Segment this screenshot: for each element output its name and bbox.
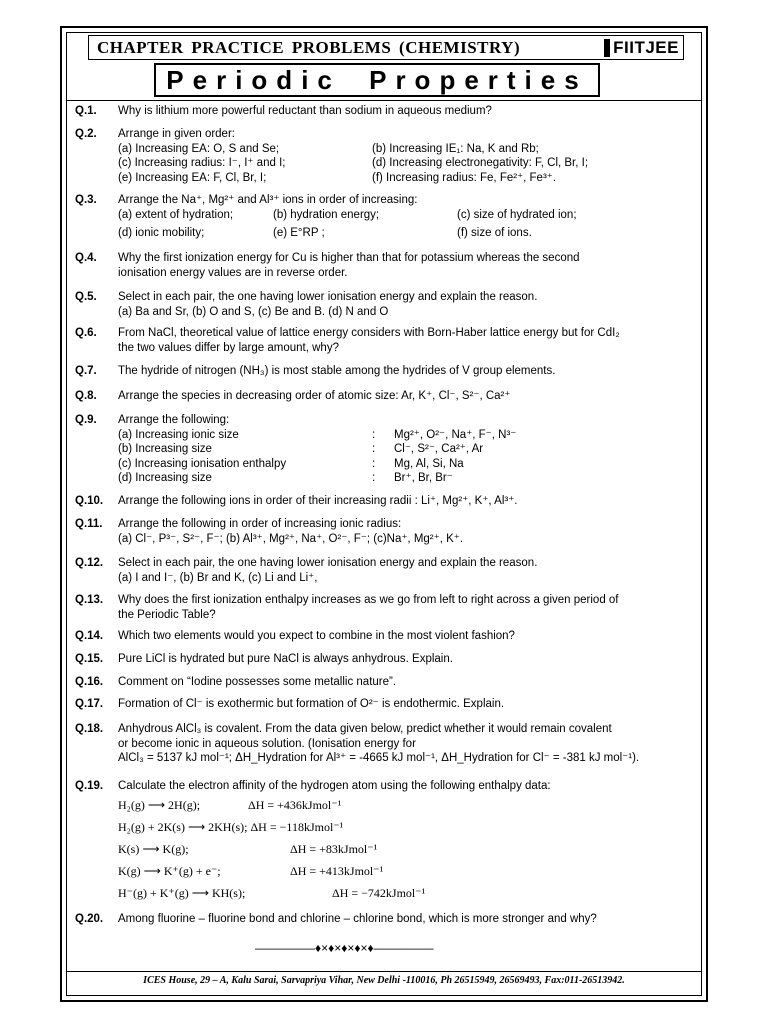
question-number: Q.10. (75, 495, 104, 507)
equation-row (118, 794, 688, 816)
equation-row (118, 860, 688, 882)
question-text-line2: (a) I and I⁻, (b) Br and K, (c) Li and Li⁺, (118, 571, 318, 584)
question-text: Among fluorine – fluorine bond and chlorine – chlorine bond, which is more stronger and why? (118, 913, 597, 925)
title-box (154, 63, 600, 97)
question-text: Why is lithium more powerful reductant than sodium in aqueous medium? (118, 105, 492, 117)
question-text: Formation of Cl⁻ is exothermic but formation of O²⁻ is endothermic. Explain. (118, 698, 505, 710)
logo-text: FIITJEE (613, 37, 679, 57)
option-e: (e) E°RP ; (273, 227, 325, 239)
question-number: Q.20. (75, 913, 104, 925)
equation-lhs: H₂(g) ⟶ 2H(g); (118, 797, 201, 812)
footer-divider (66, 971, 702, 972)
equation-lhs: K(g) ⟶ K⁺(g) + e⁻; (118, 863, 221, 878)
question-text-line3: AlCl₃ = 5137 kJ mol⁻¹; ΔH_Hydration for Al³⁺ = -4665 kJ mol⁻¹, ΔH_Hydration for Cl⁻ = -381 kJ mol⁻¹). (118, 752, 640, 764)
option-d: (d) Increasing electronegativity: F, Cl, Br, I; (372, 157, 589, 169)
fiitjee-logo (604, 36, 683, 59)
equation-row (118, 838, 688, 860)
option-f: (f) size of ions. (457, 227, 532, 239)
question-text: Arrange the species in decreasing order of atomic size: Ar, K⁺, Cl⁻, S²⁻, Ca²⁺ (118, 390, 511, 402)
question-number: Q.2. (75, 128, 97, 140)
question-number: Q.4. (75, 252, 97, 264)
option-d: (d) ionic mobility; (118, 227, 205, 239)
question-text-line2: (a) Cl⁻, P³⁻, S²⁻, F⁻; (b) Al³⁺, Mg²⁺, Na⁺, O²⁻, F⁻; (c)Na⁺, Mg²⁺, K⁺. (118, 532, 464, 545)
equation-rhs: ΔH = +436kJmol⁻¹ (248, 797, 342, 812)
equation-rhs: ΔH = +83kJmol⁻¹ (290, 841, 378, 856)
option-c: (c) Increasing radius: I⁻, I⁺ and I; (118, 157, 286, 169)
question-text-line1: From NaCl, theoretical value of lattice energy considers with Born-Haber lattice energy but for CdI₂ (118, 327, 620, 339)
option-b: (b) hydration energy; (273, 208, 380, 221)
question-text: Arrange in given order: (118, 128, 235, 140)
question-number: Q.1. (75, 105, 97, 117)
question-text: Calculate the electron affinity of the hydrogen atom using the following enthalpy data: (118, 780, 551, 792)
option-f: (f) Increasing radius: Fe, Fe²⁺, Fe³⁺. (372, 171, 557, 184)
question-number: Q.8. (75, 390, 97, 402)
equation-rhs: ΔH = −742kJmol⁻¹ (332, 885, 426, 900)
equation-row (118, 882, 688, 904)
list-item: (b) Increasing size : Cl⁻, S²⁻, Ca²⁺, Ar (118, 443, 484, 455)
question-number: Q.7. (75, 365, 97, 377)
chapter-header (88, 35, 684, 60)
question-number: Q.13. (75, 594, 104, 606)
equation-row (118, 816, 688, 838)
equation-lhs: H⁻(g) + K⁺(g) ⟶ KH(s); (118, 885, 246, 900)
footer-address: ICES House, 29 – A, Kalu Sarai, Sarvapriya Vihar, New Delhi -110016, Ph 26515949, 26569493, Fax:011-26513942. (143, 975, 625, 986)
question-number: Q.6. (75, 327, 97, 339)
question-number: Q.3. (75, 194, 97, 206)
question-number: Q.5. (75, 291, 97, 303)
question-text-line2: the Periodic Table? (118, 608, 216, 621)
equation-rhs: ΔH = +413kJmol⁻¹ (290, 863, 384, 878)
question-text: Which two elements would you expect to combine in the most violent fashion? (118, 630, 515, 642)
page-title: Periodic Properties (166, 64, 588, 95)
end-ornament: —————♦×♦×♦×♦×♦————— (255, 941, 434, 955)
question-text-line1: Select in each pair, the one having lower ionisation energy and explain the reason. (118, 557, 538, 569)
question-number: Q.18. (75, 723, 104, 735)
question-text: Pure LiCl is hydrated but pure NaCl is always anhydrous. Explain. (118, 653, 453, 665)
question-number: Q.17. (75, 698, 104, 710)
equation-lhs: H₂(g) + 2K(s) ⟶ 2KH(s); ΔH = −118kJmol⁻¹ (118, 819, 344, 834)
question-number: Q.12. (75, 557, 104, 569)
question-number: Q.16. (75, 676, 104, 688)
question-number: Q.11. (75, 518, 103, 530)
question-text-line1: Arrange the following in order of increasing ionic radius: (118, 518, 402, 530)
question-text-line1: Anhydrous AlCl₃ is covalent. From the data given below, predict whether it would remain covalent (118, 723, 612, 735)
chapter-banner: CHAPTER PRACTICE PROBLEMS (CHEMISTRY) (97, 37, 521, 57)
question-text: The hydride of nitrogen (NH₃) is most stable among the hydrides of V group elements. (118, 365, 556, 377)
option-a: (a) extent of hydration; (118, 208, 234, 221)
question-number: Q.9. (75, 414, 97, 426)
question-text: Comment on “Iodine possesses some metallic nature”. (118, 676, 397, 688)
question-number: Q.14. (75, 630, 104, 642)
logo-bar-icon (604, 39, 610, 57)
question-text-line2: or become ionic in aqueous solution. (Ionisation energy for (118, 737, 416, 750)
list-item: (a) Increasing ionic size : Mg²⁺, O²⁻, Na⁺, F⁻, N³⁻ (118, 428, 517, 441)
option-c: (c) size of hydrated ion; (457, 208, 577, 221)
question-text-line2: (a) Ba and Sr, (b) O and S, (c) Be and B. (d) N and O (118, 305, 389, 318)
question-text-line2: the two values differ by large amount, why? (118, 341, 339, 354)
equation-lhs: K(s) ⟶ K(g); (118, 841, 189, 856)
list-item: (c) Increasing ionisation enthalpy : Mg, Al, Si, Na (118, 457, 464, 470)
option-a: (a) Increasing EA: O, S and Se; (118, 142, 280, 155)
question-text-line1: Select in each pair, the one having lower ionisation energy and explain the reason. (118, 291, 538, 303)
option-b: (b) Increasing IE₁: Na, K and Rb; (372, 142, 539, 155)
question-number: Q.19. (75, 780, 104, 792)
question-text: Arrange the Na⁺, Mg²⁺ and Al³⁺ ions in order of increasing: (118, 194, 418, 206)
question-text-line1: Why does the first ionization enthalpy increases as we go from left to right across a given period of (118, 594, 619, 606)
list-item: (d) Increasing size : Br⁺, Br, Br⁻ (118, 472, 453, 484)
question-text: Arrange the following: (118, 414, 230, 426)
title-divider (66, 100, 702, 101)
question-text: Arrange the following ions in order of their increasing radii : Li⁺, Mg²⁺, K⁺, Al³⁺. (118, 495, 518, 507)
question-text-line1: Why the first ionization energy for Cu is higher than that for potassium whereas the second (118, 252, 580, 264)
option-e: (e) Increasing EA: F, Cl, Br, I; (118, 171, 267, 184)
question-text-line2: ionisation energy values are in reverse order. (118, 266, 348, 279)
question-number: Q.15. (75, 653, 104, 665)
